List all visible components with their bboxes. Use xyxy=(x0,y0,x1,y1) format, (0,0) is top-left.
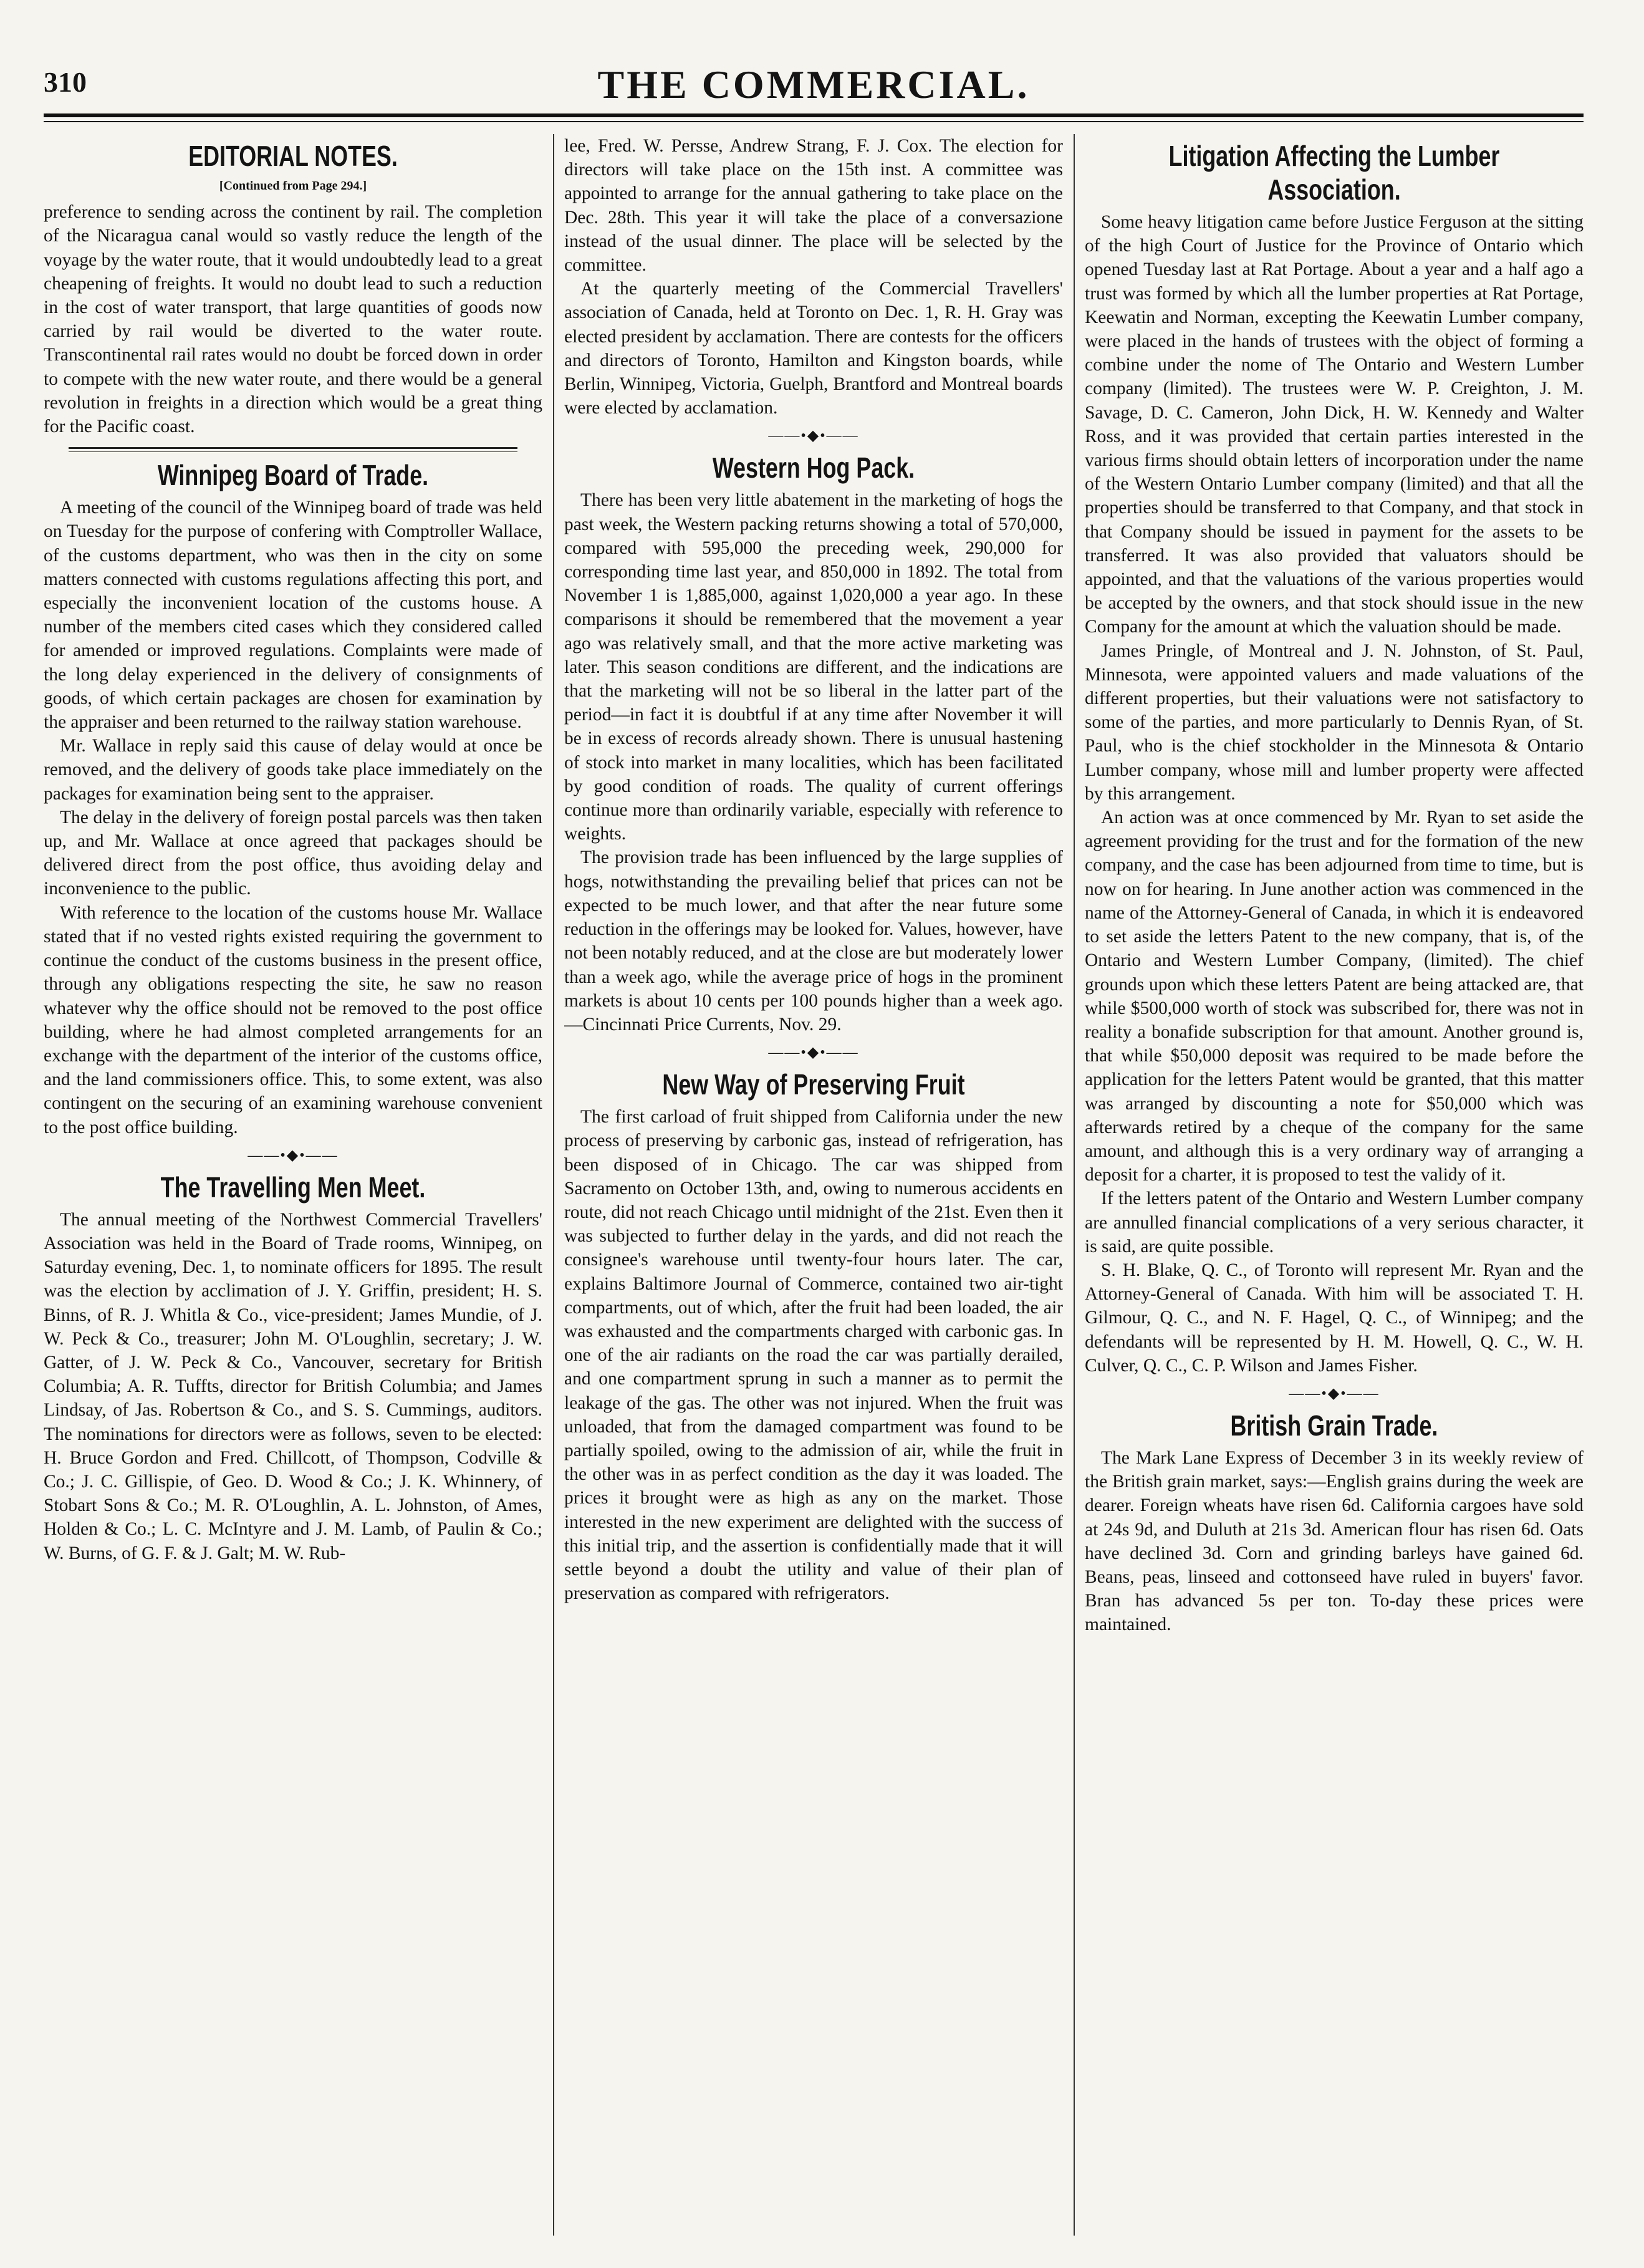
column-divider xyxy=(1074,134,1075,2236)
article-paragraph: If the letters patent of the Ontario and Western Lumber company are annulled financial complications of a very serious character, it is said, are quite possible. xyxy=(1085,1189,1584,1257)
article-heading: New Way of Preserving Fruit xyxy=(662,1068,965,1101)
masthead-rule xyxy=(44,113,1584,117)
article-paragraph: The first carload of fruit shipped from California under the new process of preserving by carbonic gas, instead of refrigeration, has been disposed of in Chicago. The car was shipped from Sacramento on October 13th, and, owing to numerous accidents en route, did not reach Chicago until midnight of the 21st. Even then it was subjected to further delay in the yards, and did not reach the consignee's warehouse until twenty-four hours later. The car, explains Baltimore Journal of Commerce, contained two air-tight compartments, out of which, after the fruit had been loaded, the air was exhausted and the compartments charged with carbonic gas. In one of the air radiants on the road the car was partially derailed, and one compartment sprung in such a manner as to permit the leakage of the gas. The other was not injured. When the fruit was unloaded, that from the damaged compartment was found to be partially spoiled, owing to the admission of air, while the fruit in the other was in as perfect condition as the day it was loaded. The prices it brought were as high as any on the market. Those interested in the new experiment are delighted with the success of this initial trip, and the assertion is confidentially made that it will settle beyond a doubt the utility and value of their plan of preservation as compared with refrigerators. xyxy=(564,1107,1063,1604)
column-1 xyxy=(44,134,542,2236)
masthead xyxy=(44,62,1584,128)
article-paragraph: An action was at once commenced by Mr. Ryan to set aside the agreement providing for the trust and for the formation of the new company, and the case has been adjourned from time to time, but is now on for hearing. In June another action was commenced in the name of the Attorney-General of Canada, in which it is endeavored to set aside the letters Patent to the new company, that is, of the Ontario and Western Lumber Company, (limited). The chief grounds upon which these letters Patent are being attacked are, that while $500,000 worth of stock was subscribed for, there was not in reality a bonafide subscription for that amount. Another ground is, that while $50,000 deposit was required to be made before the application for the letters Patent would be granted, that this matter was arranged by discounting a note for $50,000 which was afterwards retired by a cheque of the company for the same amount, and although this is a very ordinary way of arranging a deposit for a charter, it is proposed to test the validy of it. xyxy=(1085,808,1584,1185)
section-rule xyxy=(69,447,517,452)
article-separator: ——•◆•—— xyxy=(1289,1385,1380,1402)
article-paragraph: At the quarterly meeting of the Commercial Travellers' association of Canada, held at Toronto on Dec. 1, R. H. Gray was elected president by acclamation. There are contests for the officers and directors of Toronto, Hamilton and Kingston boards, while Berlin, Winnipeg, Victoria, Guelph, Brantford and Montreal boards were elected by acclamation. xyxy=(564,279,1063,418)
article-paragraph: preference to sending across the continent by rail. The completion of the Nicaragua canal would so vastly reduce the length of the voyage by the water route, that it would undoubtedly lead to a great cheapening of freights. It would no doubt lead to such a reduction in the cost of water transport, that large quantities of goods now carried by rail would be diverted to the water route. Transcontinental rail rates would no doubt be forced down in order to compete with the new water route, and there would be a general revolution in freights in a direction which would be a great thing for the Pacific coast. xyxy=(44,202,542,437)
article-separator: ——•◆•—— xyxy=(768,1045,859,1061)
article-paragraph: S. H. Blake, Q. C., of Toronto will represent Mr. Ryan and the Attorney-General of Canada. With him will be associated T. H. Gilmour, Q. C., and N. F. Hagel, Q. C., of Winnipeg; and the defendants will be represented by H. M. Howell, Q. C., W. H. Culver, Q. C., C. P. Wilson and James Fisher. xyxy=(1085,1260,1584,1376)
article-heading: Winnipeg Board of Trade. xyxy=(157,459,429,492)
article-heading: British Grain Trade. xyxy=(1230,1409,1438,1442)
article-heading: Litigation Affecting the Lumber Association. xyxy=(1168,140,1500,206)
article-paragraph: lee, Fred. W. Persse, Andrew Strang, F. J. Cox. The election for directors will take place on the 15th inst. A committee was appointed to arrange for the annual gathering to take place on the Dec. 28th. This year it will take the place of a conversazione instead of the usual dinner. The place will be selected by the committee. xyxy=(564,136,1063,276)
article-paragraph: The annual meeting of the Northwest Commercial Travellers' Association was held in the Board of Trade rooms, Winnipeg, on Saturday evening, Dec. 1, to nominate officers for 1895. The result was the election by acclimation of J. Y. Griffin, president; H. S. Binns, of R. J. Whitla & Co., vice-president; James Mundie, of J. W. Peck & Co., treasurer; John M. O'Loughlin, secretary; J. W. Gatter, of J. W. Peck & Co., Vancouver, secretary for British Columbia; A. R. Tuffts, director for British Columbia; and James Lindsay, of Jas. Robertson & Co., and S. S. Cummings, auditors. The nominations for directors were as follows, seven to be elected: H. Bruce Gordon and Fred. Chillcott, of Thompson, Codville & Co.; J. C. Gillispie, of Geo. D. Wood & Co.; J. K. Whinnery, of Stobart Sons & Co.; M. R. O'Loughlin, A. L. Johnston, of Ames, Holden & Co.; L. C. McIntyre and J. M. Lamb, of Paulin & Co.; W. Burns, of G. F. & J. Galt; M. W. Rub- xyxy=(44,1209,542,1563)
article-paragraph: A meeting of the council of the Winnipeg board of trade was held on Tuesday for the purpose of confering with Comptroller Wallace, of the customs department, who was then in the city on some matters connected with customs regulations affecting this port, and especially the inconvenient location of the customs house. A number of the members cited cases which they considered called for amended or improved regulations. Complaints were made of the long delay experienced in the delivery of consignments of goods, of which certain packages are chosen for examination by the appraiser and been returned to the railway station warehouse. xyxy=(44,498,542,733)
article-paragraph: With reference to the location of the customs house Mr. Wallace stated that if no vested rights existed requiring the government to continue the conduct of the customs business in the present office, through any obligations respecting the site, he saw no reason whatever why the office should not be removed to the post office building, where he had almost completed arrangements for an exchange with the department of the interior of the customs office, and the land commissioners office. This, to some extent, was also contingent on the securing of an examining warehouse convenient to the post office building. xyxy=(44,902,542,1137)
masthead-rule-thin xyxy=(44,121,1584,122)
newspaper-title: THE COMMERCIAL. xyxy=(597,62,1030,107)
column-3 xyxy=(1085,134,1584,2236)
continuation-note: [Continued from Page 294.] xyxy=(219,179,367,193)
article-separator: ——•◆•—— xyxy=(248,1147,339,1164)
column-divider xyxy=(553,134,554,2236)
article-paragraph: Mr. Wallace in reply said this cause of delay would at once be removed, and the delivery of goods take place immediately on the packages for examination being sent to the appraiser. xyxy=(44,736,542,804)
article-heading: EDITORIAL NOTES. xyxy=(188,140,398,172)
article-paragraph: The Mark Lane Express of December 3 in its weekly review of the British grain market, says:—English grains during the week are dearer. Foreign wheats have risen 6d. California cargoes have sold at 24s 9d, and Duluth at 21s 3d. American flour has risen 6d. Oats have declined 3d. Corn and grinding barleys have gained 6d. Beans, peas, linseed and cottonseed have ruled in buyers' favor. Bran has advanced 5s per ton. To-day these prices were maintained. xyxy=(1085,1447,1584,1635)
column-2 xyxy=(564,134,1063,2236)
article-paragraph: There has been very little abatement in the marketing of hogs the past week, the Western packing returns showing a total of 570,000, compared with 595,000 the preceding week, 290,000 for corresponding time last year, and 850,000 in 1892. The total from November 1 is 1,885,000, against 1,020,000 a year ago. In these comparisons it should be remembered that the movement a year ago was relatively small, and that the more active marketing was later. This season conditions are different, and the indications are that the marketing will not be so liberal in the latter part of the period—in fact it is doubtful if at any time after November it will be in excess of records already shown. There is unusual hastening of stock into market in many localities, which has been facilitated by good condition of roads. The quality of current offerings continue more than ordinarily variable, especially with reference to weights. xyxy=(564,490,1063,844)
article-paragraph: The provision trade has been influenced by the large supplies of hogs, notwithstanding the prevailing belief that prices can not be expected to be much lower, and that after the near future some reduction in the offerings may be looked for. Values, however, have not been notably reduced, and at the close are but moderately lower than a week ago, while the average price of hogs in the prominent markets is about 10 cents per 100 pounds higher than a week ago.—Cincinnati Price Currents, Nov. 29. xyxy=(564,847,1063,1035)
article-heading: Western Hog Pack. xyxy=(712,451,915,485)
article-paragraph: The delay in the delivery of foreign postal parcels was then taken up, and Mr. Wallace at once agreed that packages should be delivered direct from the post office, thus avoiding delay and inconvenience to the public. xyxy=(44,807,542,899)
article-paragraph: James Pringle, of Montreal and J. N. Johnston, of St. Paul, Minnesota, were appointed valuers and made valuations of the different properties, but their valuations were not satisfactory to some of the parties, and more particularly to Dennis Ryan, of St. Paul, who is the chief stockholder in the Minnesota & Ontario Lumber company, whose mill and lumber property were affected by this arrangement. xyxy=(1085,640,1584,804)
article-separator: ——•◆•—— xyxy=(768,428,859,445)
article-heading: The Travelling Men Meet. xyxy=(160,1170,426,1204)
article-paragraph: Some heavy litigation came before Justice Ferguson at the sitting of the high Court of Justice for the Province of Ontario which opened Tuesday last at Rat Portage. About a year and a half ago a trust was formed by which all the lumber properties at Rat Portage, Keewatin and Norman, excepting the Keewatin Lumber company, were placed in the hands of trustees with the object of forming a combine under the nome of The Ontario and Western Lumber company (limited). The trustees were W. P. Creighton, J. M. Savage, D. C. Cameron, John Dick, H. W. Kennedy and Walter Ross, and it was provided that certain parties interested in the various firms should obtain letters of incorporation under the name of the Western Ontario Lumber company (limited) and that all the properties should be transferred to that Company, and that stock in that Company should be issued in payment for the assets to be transferred. It was also provided that valuators should be appointed, and that the valuations of the various properties would be accepted by the owners, and that stock should issue in the new Company for the amount at which the valuation should be made. xyxy=(1085,212,1584,637)
page-number: 310 xyxy=(44,66,87,98)
